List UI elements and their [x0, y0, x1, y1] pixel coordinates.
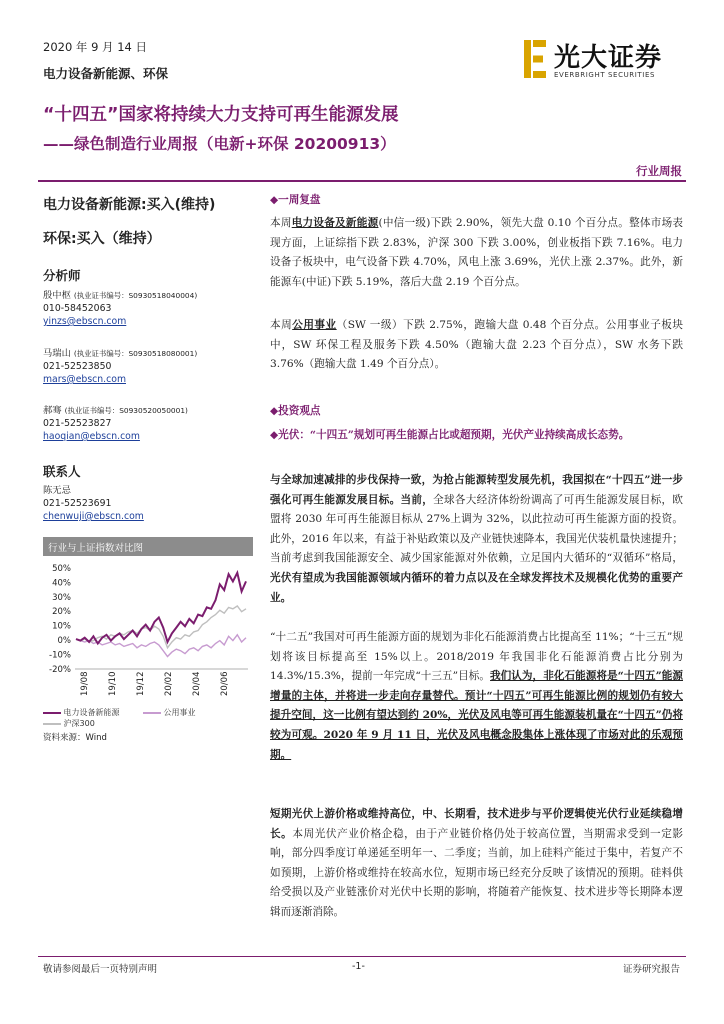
- y-tick-label: 20%: [52, 607, 71, 618]
- page-number: -1-: [352, 961, 365, 972]
- main-title: “十四五”国家将持续大力支持可再生能源发展: [43, 105, 399, 125]
- legend-swatch-utilities: [143, 712, 161, 714]
- x-tick-label: 20/06: [220, 671, 230, 696]
- section-weekly-review: ◆一周复盘: [270, 194, 321, 206]
- chart-source: 资料来源：Wind: [43, 733, 107, 743]
- y-tick-label: 30%: [52, 592, 71, 603]
- y-tick-label: 40%: [52, 578, 71, 589]
- industry-label: 电力设备新能源、环保: [43, 66, 169, 81]
- analyst-phone: 021-52523827: [43, 418, 112, 429]
- analyst-card: [43, 347, 258, 386]
- y-axis-ticks: [49, 564, 71, 675]
- analyst-name: 马瑞山: [43, 348, 71, 359]
- analyst-card: [43, 404, 258, 443]
- footer-disclaimer: 敬请参阅最后一页特别声明: [43, 964, 158, 975]
- highlight-power-equipment: 电力设备及新能源: [291, 217, 379, 229]
- legend-swatch-csi300: [43, 723, 61, 725]
- contact-heading: 联系人: [43, 464, 81, 479]
- paragraph-weekly-power: 本周电力设备及新能源(中信一级)下跌 2.90%，领先大盘 0.10 个百分点。整体市场表现方面，上证综指下跌 2.83%，沪深 300 下跌 3.00%，创业板指下跌 7.16%。电力设备子板块中，电气设备下跌 4.70%，风电上涨 3.69%，光伏上涨 2.37%。此外，新能源车(中证)下跌 5.19%，落后大盘 2.19 个百分点。: [270, 217, 684, 288]
- legend-swatch-power: [43, 712, 61, 714]
- rating-power-equipment: 电力设备新能源:买入(维持): [43, 197, 216, 213]
- analyst-email[interactable]: mars@ebscn.com: [43, 374, 126, 385]
- paragraph-pv-3: 短期光伏上游价格或维持高位，中、长期看，技术进步与平价逻辑使光伏行业延续稳增长。本周光伏产业价格企稳，由于产业链价格仍处于较高位置，当期需求受到一定影响，部分四季度订单递延至明年一、二季度；当前，加上硅料产能过于集中，若复产不如预期，上游价格或维持在较高水位，短期市场已经充分反映了该情况的预期。硅料供给受损以及产业链涨价对光伏中长期的影响，将随着产能恢复、技术进步等长期降本逻辑而逐渐消除。: [270, 808, 684, 918]
- company-logo: [524, 40, 694, 86]
- legend-label-utilities: 公用事业: [163, 708, 196, 717]
- paragraph-pv-2: “十二五”我国对可再生能源方面的规划为非化石能源消费占比提高至 11%；“十三五”规划将该目标提高至 15%以上。2018/2019 年我国非化石能源消费占比分别为 14.3%/15.3%，提前一年完成“十三五”目标。我们认为，非化石能源将是“十四五”能源增量的主体，并将进一步走向存量替代。预计“十四五”可再生能源比例的规划仍有较大提升空间，这一比例有望达到约 20%，光伏及风电等可再生能源装机量在“十四五”仍将较为可观。2020 年 9 月 11 日，光伏及风电概念股集体上涨体现了市场对此的乐观预期。: [270, 631, 683, 761]
- analyst-cert: (执业证书编号：S0930518040004): [73, 291, 198, 300]
- highlight-utilities: 公用事业: [292, 319, 337, 331]
- contact-name: 陈无忌: [43, 485, 71, 496]
- x-axis-ticks: [80, 672, 230, 697]
- x-tick-label: 20/04: [192, 671, 202, 696]
- sub-title: ——绿色制造行业周报（电新+环保 20200913）: [43, 135, 396, 153]
- y-tick-label: -10%: [49, 650, 71, 661]
- x-tick-label: 19/10: [108, 671, 118, 696]
- analyst-phone: 021-52523850: [43, 361, 112, 372]
- x-tick-label: 19/08: [80, 671, 90, 696]
- paragraph-pv-1: 与全球加速减排的步伐保持一致，为抢占能源转型发展先机，我国拟在“十四五”进一步强化可再生能源发展目标。当前，全球各大经济体纷纷调高了可再生能源发展目标，欧盟将 2030 年可再生能源目标从 27%上调为 32%，以此拉动可再生能源方面的投资。此外，2016 年以来，有益于补贴政策以及产业链快速降本，我国光伏装机量快速提升；当前考虑到我国能源安全、减少国家能源对外依赖，立足国内大循环的“双循环”格局，光伏有望成为我国能源领域内循环的着力点以及在全球发挥技术及规模化优势的重要产业。: [270, 474, 684, 604]
- section-investment-view: ◆投资观点: [270, 405, 321, 417]
- footer-report-label: 证券研究报告: [622, 964, 680, 975]
- logo-mark-icon: [524, 40, 546, 78]
- x-tick-label: 20/02: [164, 671, 174, 696]
- y-tick-label: 50%: [52, 564, 71, 574]
- contact-email[interactable]: chenwuji@ebscn.com: [43, 511, 144, 522]
- analyst-name: 郝骞: [43, 405, 62, 416]
- analyst-name: 殷中枢: [43, 290, 71, 301]
- logo-text-cn: 光大证券: [554, 43, 663, 73]
- y-tick-label: 0%: [57, 636, 71, 646]
- rating-environment: 环保:买入（维持）: [43, 231, 161, 247]
- contact-phone: 021-52523691: [43, 498, 112, 509]
- analyst-email[interactable]: haoqian@ebscn.com: [43, 431, 140, 442]
- analyst-cert: (执业证书编号：S0930520050001): [64, 406, 188, 415]
- footer-divider: [38, 956, 686, 957]
- y-tick-label: -20%: [49, 664, 71, 675]
- comparison-chart: [40, 558, 255, 708]
- legend-label-csi300: 沪深300: [63, 719, 95, 728]
- contact-card: [43, 484, 258, 523]
- y-tick-label: 10%: [52, 621, 71, 632]
- analyst-card: [43, 289, 258, 328]
- analyst-heading: 分析师: [43, 268, 81, 283]
- analyst-email[interactable]: yinzs@ebscn.com: [43, 316, 127, 327]
- paragraph-weekly-utilities: 本周公用事业（SW 一级）下跌 2.75%，跑输大盘 0.48 个百分点。公用事业子板块中，SW 环保工程及服务下跌 4.50%（跑输大盘 2.23 个百分点），SW 水务下跌 3.76%（跑输大盘 1.49 个百分点）。: [270, 319, 684, 371]
- analyst-cert: (执业证书编号：S0930518080001): [73, 349, 198, 358]
- report-date: 2020 年 9 月 14 日: [43, 40, 147, 54]
- analyst-phone: 010-58452063: [43, 303, 112, 314]
- report-type: 行业周报: [636, 164, 682, 178]
- title-divider: [38, 180, 686, 182]
- legend-label-power: 电力设备新能源: [63, 708, 120, 717]
- pv-headline: ◆光伏：“十四五”规划可再生能源占比或超预期，光伏产业持续高成长态势。: [270, 429, 630, 441]
- chart-title: 行业与上证指数对比图: [48, 543, 144, 554]
- x-tick-label: 19/12: [136, 671, 146, 696]
- logo-text-en: EVERBRIGHT SECURITIES: [554, 71, 656, 79]
